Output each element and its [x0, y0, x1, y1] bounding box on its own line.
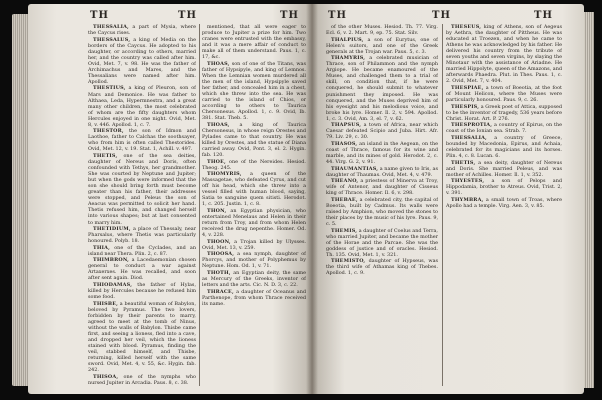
entry-text: a Lacedaemonian chosen general to conduct a war against Artaxerxes. He was recalled, and soon after sent again. Diod.	[88, 257, 196, 282]
dictionary-entry	[326, 228, 438, 258]
entry-headword: THOOSA,	[207, 251, 235, 258]
entry-text: king of Athens, son of Aegeus by Aethra, the daughter of Pittheus. He was educated at Troezen, and when he came to Athens he was acknowledged by his father. He delivered his country from the tribute of seven youths and seven virgins, by slaying the Minotaur with the assistance of Ariadne. He married Hippolyte, queen of the Amazons, and afterwards Phaedra. Plut. in Thes. Paus. 1, c. 2. Ovid, Met. 7, v. 404.	[446, 24, 562, 85]
entry-headword: THIODAMAS,	[93, 281, 133, 288]
header-center-guide: TH	[178, 10, 197, 21]
dictionary-entry	[202, 270, 306, 288]
entry-headword: THYMBRA,	[451, 196, 484, 203]
dictionary-entry	[446, 104, 562, 122]
column-rule	[199, 24, 200, 386]
entry-text: a name given to Iris, as daughter of Thaumas. Ovid, Met. 4, v. 479.	[326, 165, 438, 178]
entry-headword: THESPROTIA,	[451, 122, 493, 129]
entry-headword: THOAS,	[207, 60, 230, 67]
right-page	[312, 4, 584, 394]
page-edges-right	[584, 12, 594, 388]
entry-text: one of the nymphs who nursed Jupiter in Arcadia. Paus. 8, c. 38.	[88, 373, 196, 386]
dictionary-entry	[88, 245, 196, 257]
dictionary-entry	[88, 282, 196, 300]
entry-text: a celebrated city, the capital of Boeotia, built by Cadmus. Its walls were raised by Amphion, who moved the stones to their places by the music of his lyre. Paus. 9, c. 5.	[326, 196, 438, 227]
entry-text: of the other Muses. Hesiod. Th. 77. Virg. Ecl. 6, v. 2. Mart. 9, ep. 75. Stat. Silv.	[326, 24, 438, 37]
dictionary-entry	[326, 122, 438, 140]
dictionary-entry	[446, 178, 562, 196]
header-center-guide: TH	[432, 10, 451, 21]
entry-headword: THESTOR,	[93, 128, 124, 135]
column-rule	[442, 24, 443, 386]
entry-headword: THAUMANTIAS,	[331, 165, 379, 172]
entry-headword: THRACE,	[207, 288, 234, 295]
header-right-guide: TH	[280, 10, 299, 21]
entry-text: a son of Pelops and Hippodamia, brother to Atreus. Ovid, Trist. 2, v. 391.	[446, 178, 562, 197]
entry-text: a town of Boeotia, at the foot of Mount Helicon, where the Muses were particularly honoured. Paus. 9, c. 26.	[446, 84, 562, 104]
entry-text: a sea deity, daughter of Nereus and Doris. She married Peleus, and was mother of Achilles. Homer. Il. 1, v. 352.	[446, 159, 562, 178]
entry-text: an Egyptian physician, who entertained Menelaus and Helen in their return from Troy, and from whom Helen received the drug nepenthe. Homer. Od. 4, v. 228.	[202, 207, 306, 239]
entry-headword: THESTIUS,	[93, 85, 126, 92]
entry-headword: THYESTES,	[451, 178, 485, 185]
entry-headword: THEMIS,	[331, 227, 358, 234]
dictionary-entry	[446, 197, 562, 209]
dictionary-entry	[326, 24, 438, 36]
entry-headword: THEMISTO,	[331, 258, 366, 265]
dictionary-entry	[446, 135, 562, 159]
dictionary-entry	[88, 153, 196, 226]
dictionary-entry	[88, 85, 196, 127]
dictionary-entry	[202, 208, 306, 238]
entry-text: son of one of the Titans, was father of Hypsipyle, and king of Lemnos. When the Lemnian women murdered all the men of the island, Hypsipyle saved her father, and concealed him in a chest, which she threw into the sea. He was carried to the island of Chios, or according to others to Taurica Chersonesus. Apollod. 1, c. 9. Ovid, Ib. 381. Stat. Theb. 5.	[202, 60, 306, 122]
dictionary-entry	[326, 258, 438, 276]
entry-headword: THESSALIA,	[93, 24, 129, 30]
entry-headword: THISOA,	[93, 373, 119, 380]
entry-text: a country of Greece, bounded by Macedonia, Epirus, and Achaia, celebrated for its magicians and its horses. Plin. 4, c. 8. Lucan. 6.	[446, 134, 562, 159]
entry-text: a son of Eurytus, one of Helen's suitors, and one of the Greek generals at the Trojan war. Paus. 5, c. 3.	[326, 36, 438, 55]
entry-text: a sea nymph, daughter of Phorcys, and mother of Polyphemus by Neptune. Hom. Od. 1, v. 71.	[202, 251, 306, 270]
entry-headword: THAPSUS,	[331, 122, 362, 129]
entry-text: a Trojan killed by Ulysses. Ovid, Met. 13, v. 259.	[202, 238, 306, 251]
entry-headword: THIMBRON,	[93, 257, 130, 264]
entry-text: one of the Cyclades, and an island near Thera. Plin. 2, c. 87.	[88, 244, 196, 257]
right-page-column-1	[326, 24, 438, 388]
entry-text: a Greek poet of Attica, supposed to be the inventor of tragedy, 536 years before Christ. Horat. Art. P. 276.	[446, 103, 562, 122]
entry-headword: THAMYRIS,	[331, 55, 366, 62]
book-spine-shadow	[306, 4, 318, 394]
entry-text: a king of Pleuron, son of Mars and Demonice. He was father to Althaea, Leda, Hypermnestra, and a great many other children, the most celebrated of whom are the fifty daughters whom Hercules enjoyed in one night. Ovid, Met. 8, v. 446. Apollod. 1, c. 7.	[88, 85, 196, 128]
dictionary-entry	[326, 166, 438, 178]
entry-text: the son of Idmon and Laothoe, father to Calchas the soothsayer, who from him is often called Thestorides. Ovid, Met. 12, v. 19. Stat. 1, Achill. v. 497.	[88, 128, 196, 153]
entry-headword: THESSALUS,	[93, 36, 131, 43]
open-book	[8, 4, 598, 396]
entry-headword: THEANO,	[331, 178, 359, 185]
dictionary-entry	[202, 122, 306, 158]
dictionary-entry	[202, 159, 306, 171]
entry-text: a small town of Troas, where Apollo had a temple. Virg. Aen. 3, v. 85.	[446, 196, 562, 209]
dictionary-entry	[446, 160, 562, 178]
dictionary-entry	[326, 141, 438, 165]
entry-text: a king of Media on the borders of the Caycus. He adopted to his daughter, or according to others, married her, and the country was called after him. Ovid, Met. 7, v. 98. He was the father of Archimachus and Mares, and the Thessalians were named after him. Apollod.	[88, 36, 196, 85]
entry-text: one of the Nereides. Hesiod. Theog. 245.	[202, 158, 306, 171]
entry-text: a place of Thessaly, near Pharsalus, where Thetis was particularly honoured. Polyb. 18.	[88, 226, 196, 245]
dictionary-entry	[202, 24, 306, 60]
dictionary-entry	[202, 61, 306, 121]
entry-headword: THETIS,	[93, 152, 118, 159]
entry-text: a beautiful woman of Babylon, beloved by Pyramus. The two lovers, forbidden by their parents to marry, agreed to meet at the tomb of Ninus, without the walls of Babylon. Thisbe came first, and seeing a lioness, fled into a cave, and dropped her veil, which the lioness stained with blood. Pyramus, finding the veil, stabbed himself, and Thisbe, returning, killed herself with the same sword. Ovid, Met. 4, v. 55, &c. Hygin. fab. 242.	[88, 300, 196, 374]
header-left-guide: TH	[90, 10, 109, 21]
entry-text: a daughter of Oceanus and Parthenope, from whom Thrace received its name.	[202, 288, 306, 307]
entry-headword: THOAS,	[207, 121, 230, 128]
entry-headword: THESPIAE,	[451, 84, 484, 91]
dictionary-entry	[202, 171, 306, 207]
entry-text: a part of Mysia, where the Caycus rises.	[88, 24, 196, 37]
dictionary-entry	[88, 128, 196, 152]
header-right-guide: TH	[534, 10, 553, 21]
entry-text: a country of Epirus, on the coast of the Ionian sea. Strab. 7.	[446, 122, 562, 135]
entry-headword: THESEUS,	[451, 24, 482, 30]
entry-headword: THALPIUS,	[331, 36, 364, 43]
dictionary-entry	[202, 289, 306, 307]
entry-text: a daughter of Coelus and Terra, who married Jupiter, and became the mother of the Horae and the Parcae. She was the goddess of justice and of oracles. Hesiod. Th. 135. Ovid, Met. 1, v. 321.	[326, 227, 438, 258]
entry-text: one of the sea deities, daughter of Nereus and Doris, often confounded with Tethys, her grandmother. She was courted by Neptune and Jupiter; but when the gods were informed that the son she should bring forth must become greater than his father, their addresses were stopped, and Peleus the son of Aeacus was permitted to solicit her hand. Thetis refused him, and changed herself into various shapes; but at last consented to marry him.	[88, 152, 196, 226]
entry-headword: THESSALIA,	[451, 134, 487, 141]
left-page-column-2	[202, 24, 306, 388]
entry-headword: THETIDIUM,	[93, 226, 131, 233]
dictionary-entry	[202, 239, 306, 251]
header-left-guide: TH	[328, 10, 347, 21]
entry-headword: THEBAE,	[331, 196, 358, 203]
entry-text: a king of Taurica Chersonesus, in whose reign Orestes and Pylades came to that country. He was killed by Orestes, and the statue of Diana carried away. Ovid, Pont. 3, el. 2. Hygin. fab. 120.	[202, 121, 306, 158]
left-page-column-1	[88, 24, 196, 388]
dictionary-entry	[326, 55, 438, 122]
entry-text: a priestess of Minerva at Troy, wife of Antenor, and daughter of Cisseus king of Thrace. Homer. Il. 6, v. 298.	[326, 178, 438, 197]
entry-headword: THOE,	[207, 158, 226, 165]
entry-headword: THASOS,	[331, 140, 358, 147]
entry-text: a queen of the Massagetae, who defeated Cyrus, and cut off his head, which she threw into a vessel filled with human blood, saying, Satia te sanguine quem sitisti. Herodot. 1, c. 205. Justin. 1, c. 8.	[202, 171, 306, 208]
entry-headword: THISBE,	[93, 300, 119, 307]
entry-text: an island in the Aegean, on the coast of Thrace, famous for its wine and marble, and its mines of gold. Herodot. 2, c. 44. Virg. G. 2, v. 91.	[326, 140, 438, 166]
dictionary-entry	[202, 251, 306, 269]
right-page-column-2	[446, 24, 562, 388]
dictionary-entry	[88, 374, 196, 386]
dictionary-entry	[326, 178, 438, 196]
left-page	[28, 4, 312, 394]
entry-headword: THOTH,	[207, 269, 231, 276]
entry-text: an Egyptian deity, the same as Mercury of the Greeks, inventor of letters and the arts. Cic. N. D. 3, c. 22.	[202, 269, 306, 288]
entry-headword: THOMYRIS,	[207, 171, 242, 178]
dictionary-entry	[88, 226, 196, 244]
entry-headword: THIA,	[93, 244, 111, 251]
entry-headword: THOON,	[207, 238, 231, 245]
dictionary-entry	[326, 37, 438, 55]
dictionary-entry	[88, 257, 196, 281]
dictionary-entry	[446, 24, 562, 84]
dictionary-entry	[88, 301, 196, 374]
entry-text: the father of Hylas, killed by Hercules because he refused him some food.	[88, 281, 196, 301]
entry-text: daughter of Hypseus, was the third wife of Athamas king of Thebes. Apollod. 1, c. 9.	[326, 258, 438, 277]
entry-text: mentioned, that all were eager to produce to Jupiter a prize for him. Two cranes were entrusted with the embassy, and it was a mere affair of conduct to make all of them understand. Paus. 1, c. 17, &c.	[202, 24, 306, 61]
dictionary-entry	[88, 24, 196, 36]
entry-headword: THESPIS,	[451, 103, 480, 110]
dictionary-entry	[88, 37, 196, 85]
dictionary-entry	[446, 85, 562, 103]
dictionary-entry	[446, 122, 562, 134]
entry-text: a town of Africa, near which Caesar defeated Scipio and Juba. Hirt. Afr. 79. Liv. 29, c. 30.	[326, 122, 438, 141]
entry-headword: THETIS,	[451, 159, 476, 166]
entry-headword: THON,	[207, 207, 227, 214]
dictionary-entry	[326, 197, 438, 227]
entry-text: a celebrated musician of Thrace, son of Philammon and the nymph Argiope. He became enamoured of the Muses, and challenged them to a trial of skill, on condition that, if he were conquered, he should submit to whatever punishment they imposed. He was conquered, and the Muses deprived him of his eyesight and his melodious voice, and broke his lyre. Homer. Il. 2, v. 594. Apollod. 1, c. 3. Ovid, Am. 3, el. 7, v. 62.	[326, 55, 438, 122]
